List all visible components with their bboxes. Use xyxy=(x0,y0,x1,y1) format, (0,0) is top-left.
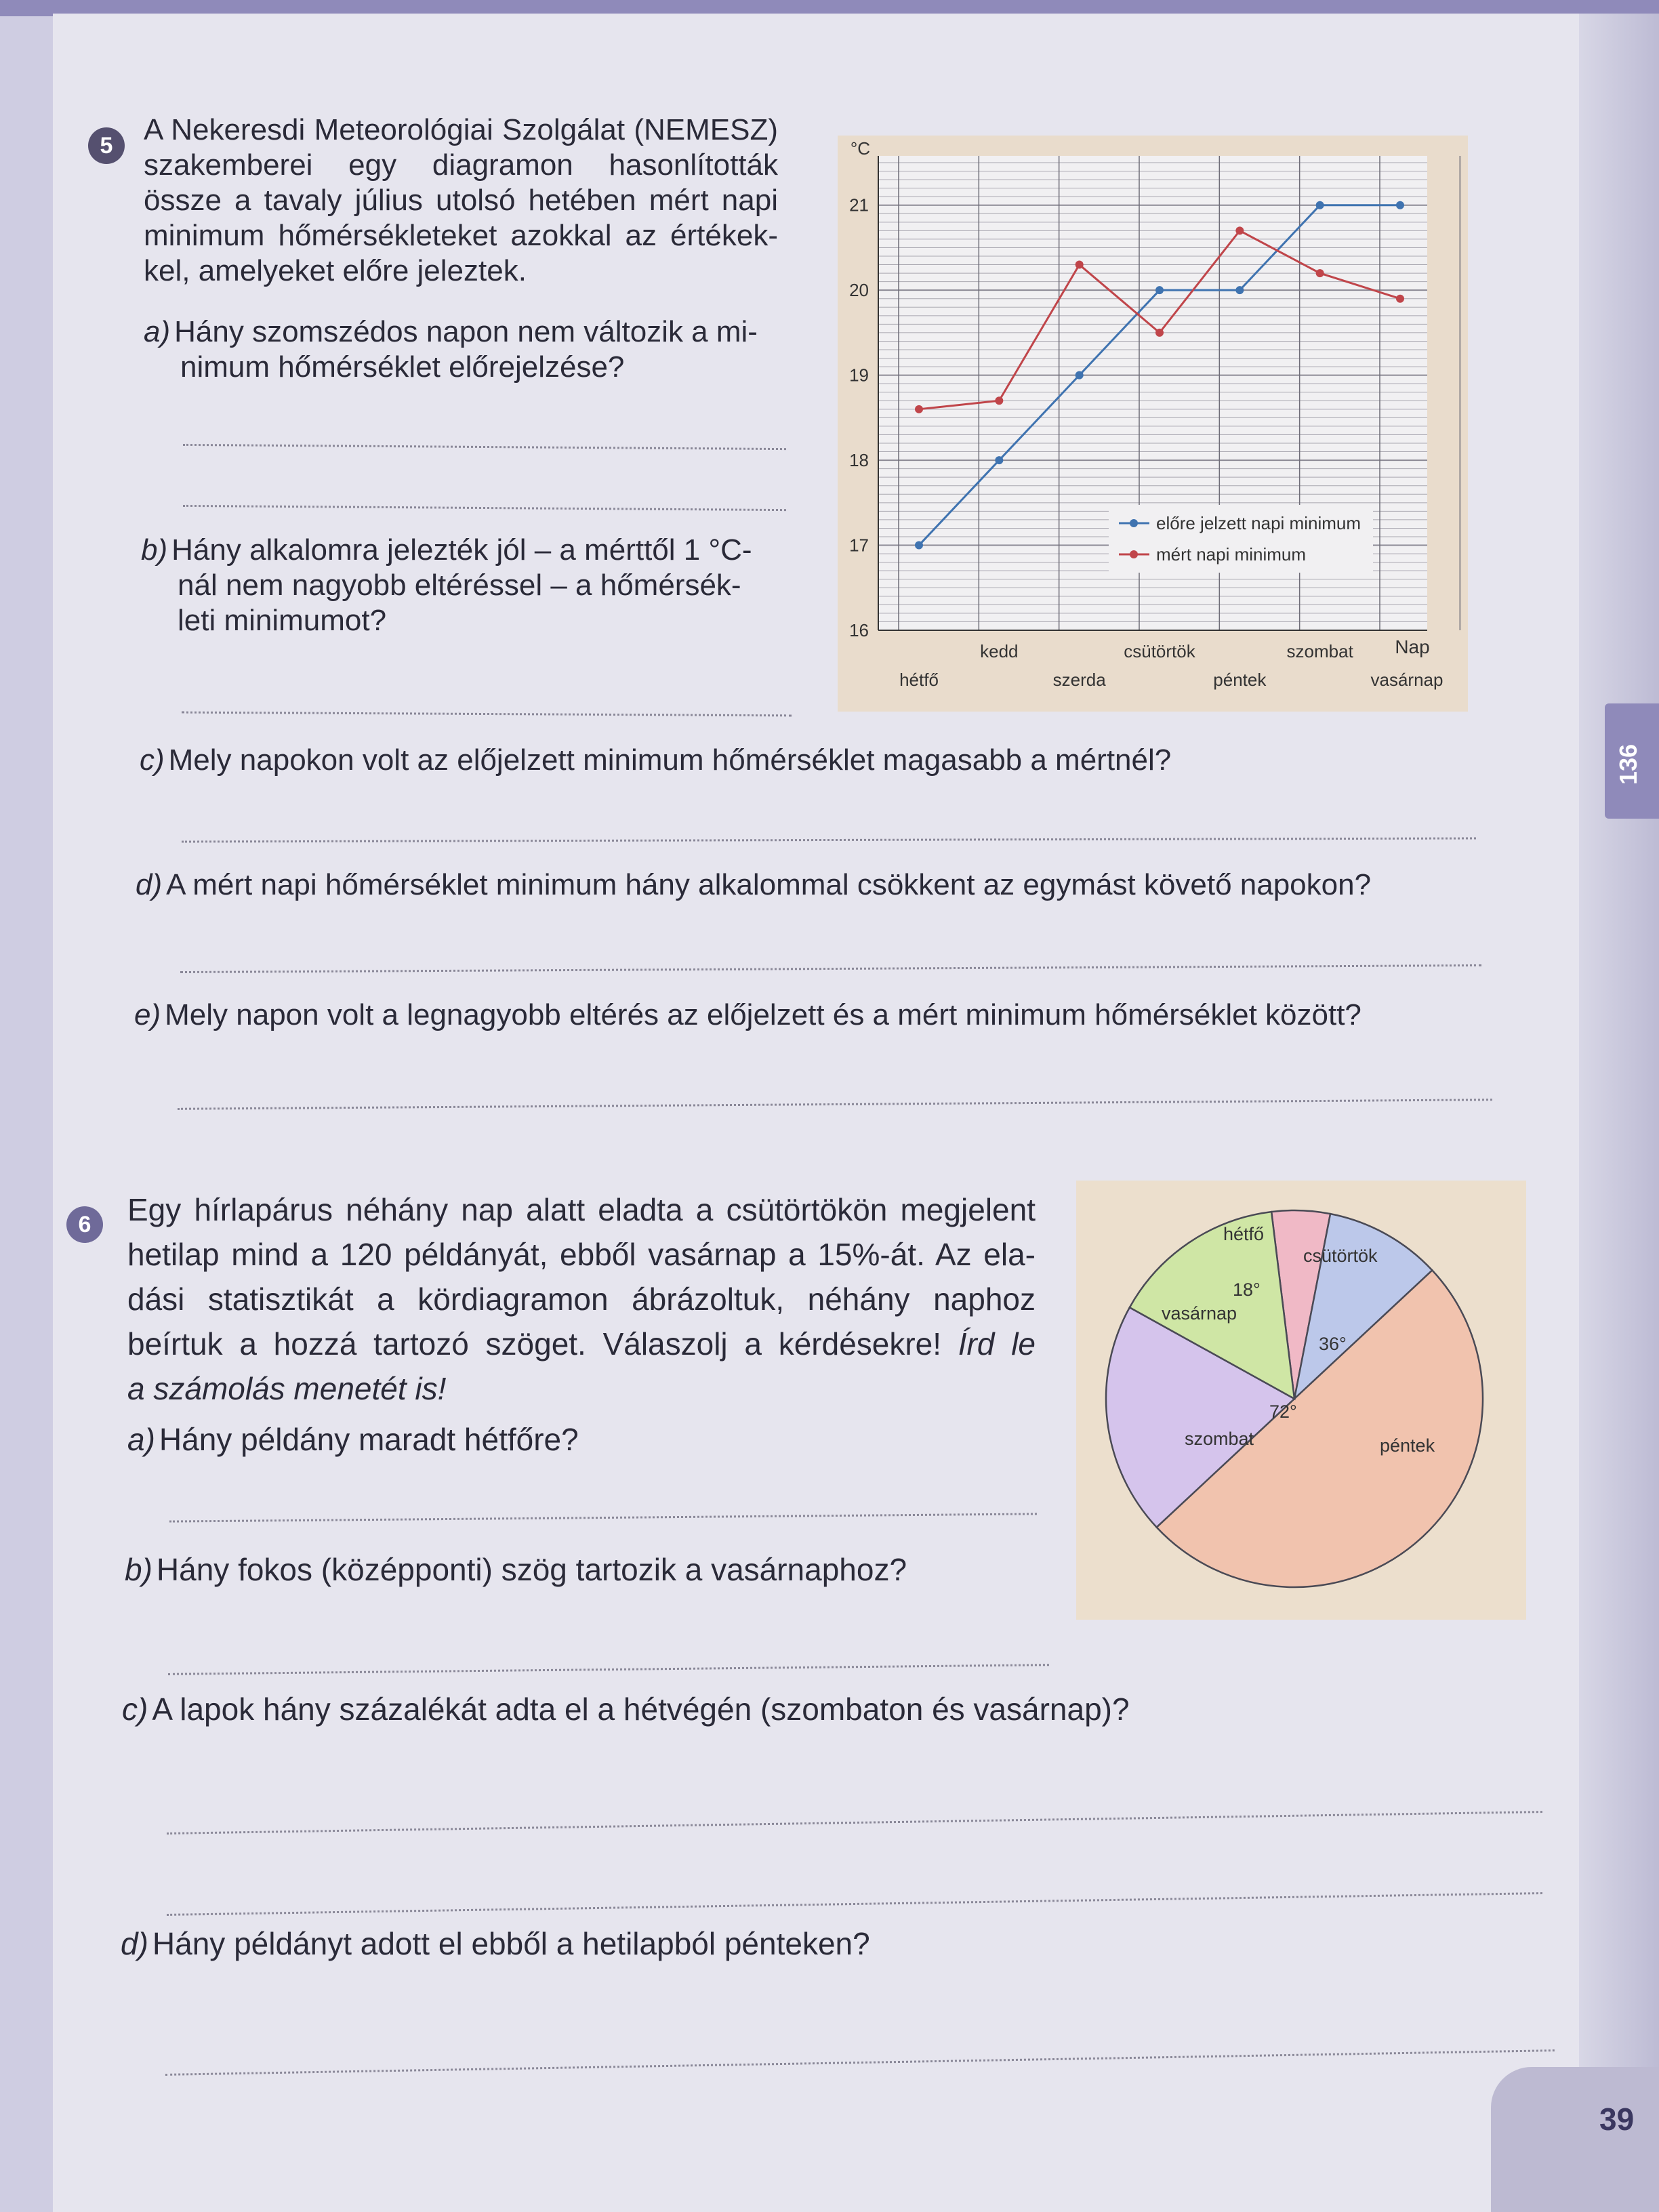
question-text: Hány fokos (középponti) szög tartozik a vasárnaphoz? xyxy=(156,1552,907,1587)
intro-italic: Írd le xyxy=(958,1326,1036,1361)
data-point xyxy=(1155,329,1164,337)
intro-line: minimum hőmérsékleteket azokkal az értékek- xyxy=(144,219,778,252)
y-tick-label: 21 xyxy=(849,194,869,216)
x-tick-label: péntek xyxy=(1213,670,1267,690)
data-point xyxy=(1396,201,1404,209)
question-letter: d) xyxy=(121,1926,148,1961)
question-5d xyxy=(136,867,1484,903)
question-letter: d) xyxy=(136,868,163,901)
question-letter: a) xyxy=(127,1422,155,1457)
y-tick-label: 20 xyxy=(849,280,869,301)
slice-label: péntek xyxy=(1380,1435,1435,1456)
data-point xyxy=(915,541,923,550)
task-6-intro xyxy=(127,1187,1036,1411)
y-tick-label: 17 xyxy=(849,535,869,556)
page-corner xyxy=(1491,2067,1659,2212)
question-letter: b) xyxy=(141,533,168,567)
intro-line: A Nekeresdi Meteorológiai Szolgálat (NEMESZ) xyxy=(144,113,778,146)
intro-text: beírtuk a hozzá tartozó szöget. Válaszolj a kérdésekre! xyxy=(127,1326,942,1361)
question-text: nimum hőmérséklet előrejelzése? xyxy=(180,350,625,384)
data-point xyxy=(1155,286,1164,294)
question-5a xyxy=(144,314,787,385)
x-axis-label: Nap xyxy=(1395,636,1430,657)
sales-pie-chart xyxy=(1076,1181,1526,1620)
page-number: 39 xyxy=(1599,2102,1635,2137)
task-5-badge: 5 xyxy=(88,127,125,164)
question-text: nál nem nagyobb eltéréssel – a hőmérsék- xyxy=(178,569,741,602)
question-text: A lapok hány százalékát adta el a hétvégén (szombaton és vasárnap)? xyxy=(152,1692,1130,1727)
slice-angle-label: 72° xyxy=(1269,1401,1297,1422)
x-tick-label: vasárnap xyxy=(1370,670,1443,690)
slice-label: hétfő xyxy=(1223,1224,1265,1244)
y-axis-unit: °C xyxy=(850,138,870,159)
question-text: Mely napon volt a legnagyobb eltérés az előjelzett és a mért minimum hőmérséklet között? xyxy=(165,998,1361,1031)
task-6-badge: 6 xyxy=(66,1206,103,1243)
question-text: Hány alkalomra jelezték jól – a mérttől 1 °C- xyxy=(171,533,752,567)
chart-legend xyxy=(1109,505,1373,573)
slice-label: csütörtök xyxy=(1303,1246,1378,1266)
x-tick-label: kedd xyxy=(980,641,1019,661)
temperature-line-chart xyxy=(838,136,1468,712)
data-point xyxy=(1316,269,1324,277)
data-point xyxy=(1076,371,1084,380)
slice-angle-label: 18° xyxy=(1233,1279,1261,1300)
question-text: Hány példány maradt hétfőre? xyxy=(159,1422,579,1457)
intro-line xyxy=(127,1322,1036,1366)
question-letter: c) xyxy=(140,743,165,777)
question-6b xyxy=(125,1552,1073,1587)
task-5-intro xyxy=(144,112,778,289)
data-point xyxy=(1235,226,1244,234)
intro-line: Egy hírlapárus néhány nap alatt eladta a csütörtökön megjelent xyxy=(127,1192,1036,1227)
question-letter: b) xyxy=(125,1552,152,1587)
side-tab-label: 136 xyxy=(1614,743,1642,785)
data-point xyxy=(995,456,1003,464)
x-tick-label: szerda xyxy=(1052,670,1106,690)
intro-line: kel, amelyeket előre jeleztek. xyxy=(144,254,527,287)
question-5e xyxy=(134,998,1496,1033)
slice-label: vasárnap xyxy=(1162,1303,1237,1324)
question-text: leti minimumot? xyxy=(178,604,387,637)
y-tick-label: 16 xyxy=(849,620,869,640)
x-tick-label: csütörtök xyxy=(1124,641,1195,661)
legend-label: mért napi minimum xyxy=(1156,544,1307,565)
data-point xyxy=(1076,261,1084,269)
y-tick-label: 18 xyxy=(849,450,869,471)
question-text: Mely napokon volt az előjelzett minimum hőmérséklet magasabb a mértnél? xyxy=(168,743,1172,777)
chapter-side-tab[interactable] xyxy=(1605,703,1659,819)
page-edge-shade xyxy=(1579,14,1659,2212)
question-letter: a) xyxy=(144,315,171,348)
x-tick-label: hétfő xyxy=(899,670,939,690)
question-5b xyxy=(141,533,798,638)
question-6c xyxy=(122,1692,1342,1727)
data-point xyxy=(1235,286,1244,294)
data-point xyxy=(915,405,923,413)
question-letter: e) xyxy=(134,998,161,1031)
pie-slices xyxy=(1106,1210,1483,1587)
data-point xyxy=(1316,201,1324,209)
x-tick-label: szombat xyxy=(1286,641,1353,661)
question-5c xyxy=(140,743,1468,778)
legend-marker xyxy=(1130,519,1138,527)
slice-angle-label: 36° xyxy=(1319,1334,1347,1354)
slice-label: szombat xyxy=(1185,1429,1254,1449)
intro-line: szakemberei egy diagramon hasonlították xyxy=(144,148,778,182)
legend-label: előre jelzett napi minimum xyxy=(1156,513,1361,533)
data-point xyxy=(1396,295,1404,303)
legend-marker xyxy=(1130,550,1138,558)
question-text: Hány példányt adott el ebből a hetilapból pénteken? xyxy=(152,1926,870,1961)
question-letter: c) xyxy=(122,1692,148,1727)
intro-line: hetilap mind a 120 példányát, ebből vasárnap a 15%-át. Az ela- xyxy=(127,1237,1036,1272)
y-tick-label: 19 xyxy=(849,365,869,386)
question-text: Hány szomszédos napon nem változik a mi- xyxy=(174,315,758,348)
question-6d xyxy=(121,1926,1273,1961)
data-point xyxy=(995,396,1003,405)
intro-line: össze a tavaly július utolsó hetében mért napi xyxy=(144,184,778,217)
intro-italic: a számolás menetét is! xyxy=(127,1371,447,1406)
intro-line: dási statisztikát a kördiagramon ábrázoltuk, néhány naphoz xyxy=(127,1282,1036,1317)
question-6a xyxy=(127,1422,1008,1457)
question-text: A mért napi hőmérséklet minimum hány alkalommal csökkent az egymást követő napokon? xyxy=(166,868,1372,901)
